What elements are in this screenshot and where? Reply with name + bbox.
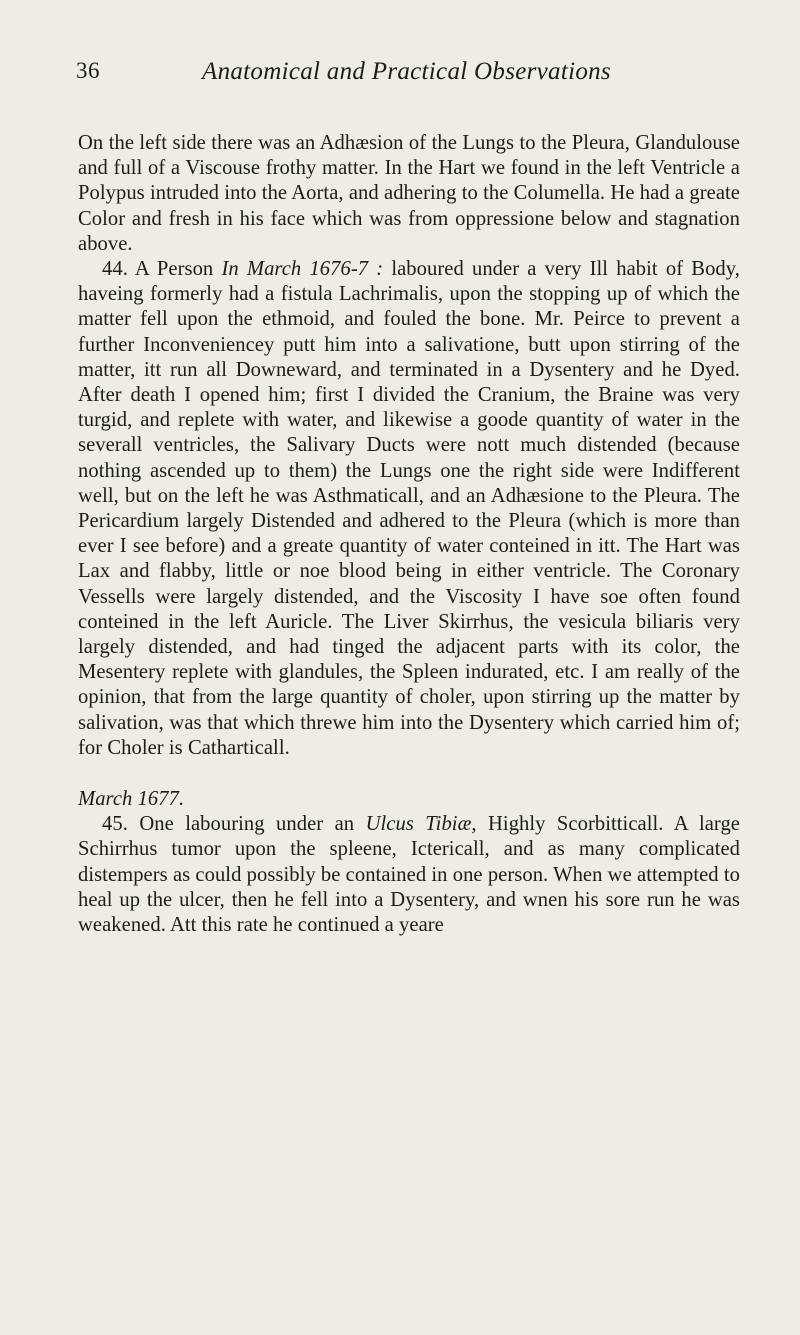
section-heading-march-1677: March 1677. [78,788,185,811]
paragraph-case-44 [78,257,740,761]
page-number: 36 [76,58,100,83]
case-44-lead: 44. A Person [102,258,222,281]
case-44-text: laboured under a very Ill habit of Body, haveing formerly had a fistula Lachrimalis, upon the stopping up of which the matter fell upon the ethmoid, and fouled the bone. Mr. Peirce to prevent a further Inconveniencey putt him into a salivatione, butt upon stirring of the matter, itt run all Downeward, and terminated in a Dysentery and he Dyed. After death I opened him; first I divided the Cranium, the Braine was very turgid, and replete with water, and likewise a goode quantity of water in the severall ventricles, the Salivary Ducts were nott much distended (because nothing ascended up to them) the Lungs one the right side were Indifferent well, but on the left he was Asthmaticall, and an Adhæsione to the Pleura. The Pericardium largely Distended and adhered to the Pleura (which is more than ever I see before) and a greate quantity of water conteined in itt. The Hart was Lax and flabby, little or noe blood being in either ventricle. The Coronary Vessells were largely distended, and the Viscosity I have soe often found conteined in the left Auricle. The Liver Skirrhus, the vesicula biliaris very largely distended, and had tinged the adjacent parts with its color, the Mesentery replete with glandules, the Spleen indurated, etc. I am really of the opinion, that from the large quantity of choler, upon stirring up the matter by salivation, was that which threwe him into the Dysentery which carried him of; for Choler is Catharticall. [78,258,740,759]
paragraph-case-45 [78,812,740,938]
paragraph-adhaesion: On the left side there was an Adhæsion of the Lungs to the Pleura, Glandulouse and full of a Viscouse frothy matter. In the Hart we found in the left Ventricle a Polypus intruded into the Aorta, and adhering to the Columella. He had a greate Color and fresh in his face which was from oppressione below and stagnation above. [78,132,740,255]
case-45-latin: Ulcus Tibiæ, [365,813,477,836]
running-head [76,58,736,92]
case-44-date: In March 1676-7 : [221,258,384,281]
case-45-lead: 45. One labouring under an [102,813,366,836]
case-45-text: Highly Scorbitticall. A large Schirrhus tumor upon the spleene, Ictericall, and as many complicated distempers as could possibly be contained in one person. When we attempted to heal up the ulcer, then he fell into a Dysentery, and wnen his sore run he was weakened. Att this rate he continued a yeare [78,813,740,937]
body-text [78,131,740,938]
running-title: Anatomical and Practical Observations [202,58,611,85]
